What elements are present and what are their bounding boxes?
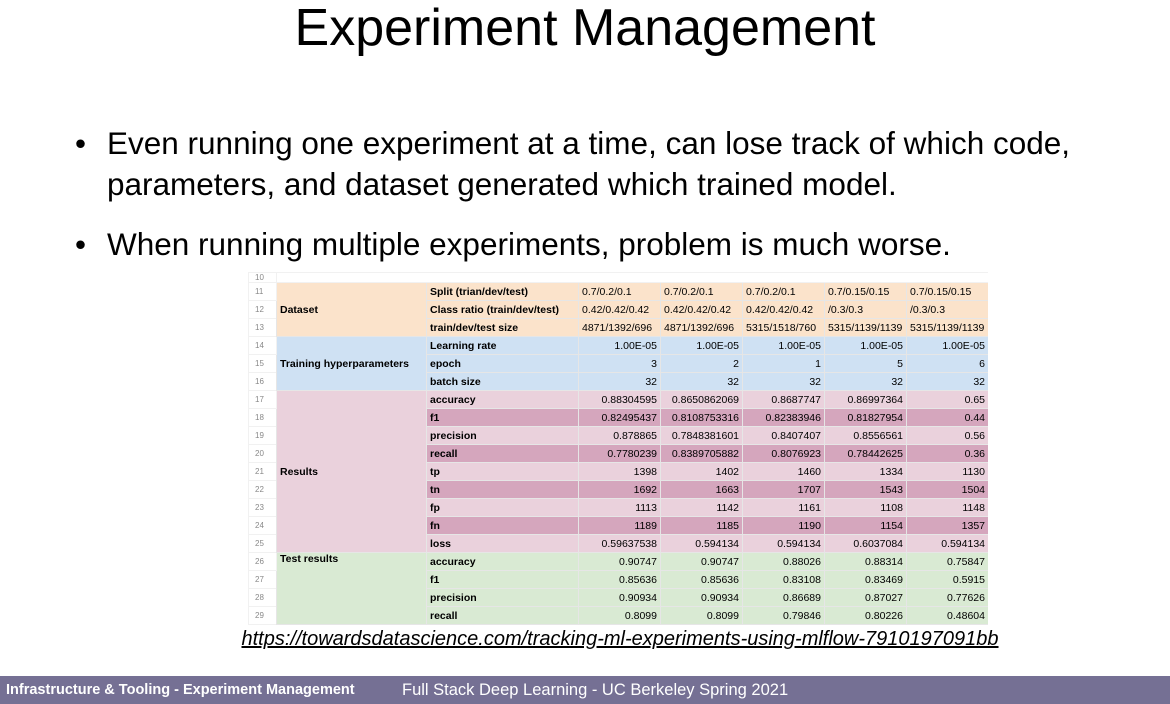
table-row xyxy=(249,391,989,409)
table-cell: 32 xyxy=(579,373,661,391)
row-number: 16 xyxy=(249,373,277,391)
table-cell: 1 xyxy=(743,355,825,373)
table-cell: 1.00E-05 xyxy=(825,337,907,355)
table-cell: 32 xyxy=(661,373,743,391)
metric-label: fn xyxy=(427,517,579,535)
table-cell: 1.00E-05 xyxy=(661,337,743,355)
table-cell: 5315/1139/1139 xyxy=(907,319,989,337)
table-cell: 0.8099 xyxy=(579,607,661,625)
table-cell: 0.44 xyxy=(907,409,989,427)
group-label: Test results xyxy=(277,553,427,625)
footer-bar xyxy=(0,676,1170,704)
table-cell: 0.88314 xyxy=(825,553,907,571)
table-cell: 1190 xyxy=(743,517,825,535)
row-number: 17 xyxy=(249,391,277,409)
table-cell: 32 xyxy=(743,373,825,391)
table-cell: 1357 xyxy=(907,517,989,535)
table-cell: 0.8650862069 xyxy=(661,391,743,409)
table-cell: 1334 xyxy=(825,463,907,481)
row-number: 23 xyxy=(249,499,277,517)
table-cell: 0.56 xyxy=(907,427,989,445)
table-cell: 0.7/0.2/0.1 xyxy=(579,283,661,301)
metric-label: train/dev/test size xyxy=(427,319,579,337)
table-cell: 0.7/0.2/0.1 xyxy=(661,283,743,301)
experiment-spreadsheet xyxy=(248,272,988,625)
row-number: 18 xyxy=(249,409,277,427)
table-cell: 5315/1518/760 xyxy=(743,319,825,337)
table-cell: 0.36 xyxy=(907,445,989,463)
row-number: 21 xyxy=(249,463,277,481)
table-cell: 0.80226 xyxy=(825,607,907,625)
metric-label: batch size xyxy=(427,373,579,391)
table-row xyxy=(249,553,989,571)
table-cell: 1113 xyxy=(579,499,661,517)
metric-label: f1 xyxy=(427,409,579,427)
table-row xyxy=(249,337,989,355)
table-cell: 0.7848381601 xyxy=(661,427,743,445)
source-link[interactable]: https://towardsdatascience.com/tracking-ml-experiments-using-mlflow-7910197091bb xyxy=(241,628,999,650)
table-cell: 1.00E-05 xyxy=(907,337,989,355)
table-cell: 0.7780239 xyxy=(579,445,661,463)
metric-label: f1 xyxy=(427,571,579,589)
row-number: 20 xyxy=(249,445,277,463)
table-cell: 6 xyxy=(907,355,989,373)
table-cell: 32 xyxy=(907,373,989,391)
table-cell: 0.83108 xyxy=(743,571,825,589)
table-cell: 0.90934 xyxy=(661,589,743,607)
table-cell: 1.00E-05 xyxy=(743,337,825,355)
table-cell: 0.82383946 xyxy=(743,409,825,427)
table-row-partial xyxy=(249,273,989,283)
table-cell xyxy=(579,625,661,626)
table-cell: 0.5915 xyxy=(907,571,989,589)
row-number: 27 xyxy=(249,571,277,589)
table-cell: 0.87027 xyxy=(825,589,907,607)
table-cell: 4871/1392/696 xyxy=(661,319,743,337)
table-cell: /0.3/0.3 xyxy=(825,301,907,319)
table-cell: 5 xyxy=(825,355,907,373)
table-cell: 0.8407407 xyxy=(743,427,825,445)
table-cell: 0.85636 xyxy=(661,571,743,589)
table-cell: 0.88026 xyxy=(743,553,825,571)
table-cell: 1504 xyxy=(907,481,989,499)
metric-label: recall xyxy=(427,445,579,463)
row-number: 26 xyxy=(249,553,277,571)
table-cell: 0.594134 xyxy=(743,535,825,553)
footer-course-title: Full Stack Deep Learning - UC Berkeley Spring 2021 xyxy=(402,681,789,699)
table-cell xyxy=(907,625,989,626)
table-cell: 1.00E-05 xyxy=(579,337,661,355)
group-label: Training hyperparameters xyxy=(277,337,427,391)
table-cell: 1663 xyxy=(661,481,743,499)
table-cell: 0.81827954 xyxy=(825,409,907,427)
table-cell: 0.878865 xyxy=(579,427,661,445)
table-cell: /0.3/0.3 xyxy=(907,301,989,319)
table-cell: 0.8076923 xyxy=(743,445,825,463)
metric-label: loss xyxy=(427,535,579,553)
metric-label: accuracy xyxy=(427,391,579,409)
table-cell: 1543 xyxy=(825,481,907,499)
experiment-table xyxy=(248,272,988,625)
table-cell: 0.8556561 xyxy=(825,427,907,445)
metric-label: tp xyxy=(427,463,579,481)
table-cell: 0.88304595 xyxy=(579,391,661,409)
table-cell: 0.79846 xyxy=(743,607,825,625)
table-cell: 1460 xyxy=(743,463,825,481)
bullet-text: Even running one experiment at a time, can lose track of which code, parameters, and dataset generated which trained model. xyxy=(107,125,1071,202)
metric-label: epoch xyxy=(427,355,579,373)
table-cell: 0.42/0.42/0.42 xyxy=(661,301,743,319)
table-cell: 0.65 xyxy=(907,391,989,409)
table-cell: 32 xyxy=(825,373,907,391)
row-number: 10 xyxy=(249,273,277,283)
table-cell: 0.75847 xyxy=(907,553,989,571)
row-number: 22 xyxy=(249,481,277,499)
bullet-item xyxy=(75,123,1147,205)
table-cell: 0.8099 xyxy=(661,607,743,625)
metric-label: accuracy xyxy=(427,553,579,571)
table-cell: 0.85636 xyxy=(579,571,661,589)
table-cell: 0.48604 xyxy=(907,607,989,625)
row-number: 29 xyxy=(249,607,277,625)
table-cell: 0.82495437 xyxy=(579,409,661,427)
slide-title: Experiment Management xyxy=(294,0,876,57)
table-cell: 0.86689 xyxy=(743,589,825,607)
table-cell: 3 xyxy=(579,355,661,373)
table-cell: 0.8687747 xyxy=(743,391,825,409)
footer-section-title: Infrastructure & Tooling - Experiment Management xyxy=(6,682,355,698)
table-cell: 0.7/0.15/0.15 xyxy=(907,283,989,301)
metric-label: precision xyxy=(427,427,579,445)
table-cell: 1161 xyxy=(743,499,825,517)
table-cell: 2 xyxy=(661,355,743,373)
table-cell: 0.8389705882 xyxy=(661,445,743,463)
row-number: 14 xyxy=(249,337,277,355)
row-number: 15 xyxy=(249,355,277,373)
table-cell: 0.594134 xyxy=(907,535,989,553)
table-cell: 1142 xyxy=(661,499,743,517)
metric-label: Class ratio (train/dev/test) xyxy=(427,301,579,319)
table-row xyxy=(249,283,989,301)
table-cell: 1154 xyxy=(825,517,907,535)
row-number: 28 xyxy=(249,589,277,607)
table-cell: 1398 xyxy=(579,463,661,481)
table-cell: 0.8108753316 xyxy=(661,409,743,427)
table-cell xyxy=(825,625,907,626)
table-cell: 4871/1392/696 xyxy=(579,319,661,337)
table-cell: 1189 xyxy=(579,517,661,535)
metric-label: Split (trian/dev/test) xyxy=(427,283,579,301)
table-cell: 0.86997364 xyxy=(825,391,907,409)
table-cell: 0.6037084 xyxy=(825,535,907,553)
metric-label: precision xyxy=(427,589,579,607)
group-label: Results xyxy=(277,391,427,553)
table-cell: 0.90747 xyxy=(661,553,743,571)
row-number: 24 xyxy=(249,517,277,535)
table-cell: 0.59637538 xyxy=(579,535,661,553)
table-cell: 0.7/0.2/0.1 xyxy=(743,283,825,301)
table-cell: 0.78442625 xyxy=(825,445,907,463)
table-cell: 1148 xyxy=(907,499,989,517)
table-cell: 0.7/0.15/0.15 xyxy=(825,283,907,301)
row-number: 19 xyxy=(249,427,277,445)
table-cell: 1108 xyxy=(825,499,907,517)
bullet-dot-icon: • xyxy=(75,226,87,262)
metric-label: tn xyxy=(427,481,579,499)
table-row xyxy=(249,625,989,626)
table-cell: 1692 xyxy=(579,481,661,499)
table-cell xyxy=(743,625,825,626)
table-cell: 1707 xyxy=(743,481,825,499)
table-cell: 0.42/0.42/0.42 xyxy=(743,301,825,319)
group-label: Dataset xyxy=(277,283,427,337)
row-number: 25 xyxy=(249,535,277,553)
table-cell: 1185 xyxy=(661,517,743,535)
row-number: 13 xyxy=(249,319,277,337)
table-cell: 0.42/0.42/0.42 xyxy=(579,301,661,319)
row-number: 11 xyxy=(249,283,277,301)
table-cell: 1402 xyxy=(661,463,743,481)
bullet-text: When running multiple experiments, problem is much worse. xyxy=(107,226,951,262)
bullet-dot-icon: • xyxy=(75,125,87,161)
table-cell: 1130 xyxy=(907,463,989,481)
metric-label xyxy=(427,625,579,626)
bullet-item xyxy=(75,224,1147,265)
table-cell: 0.83469 xyxy=(825,571,907,589)
metric-label: recall xyxy=(427,607,579,625)
table-cell xyxy=(661,625,743,626)
table-cell: 0.90747 xyxy=(579,553,661,571)
table-cell: 0.90934 xyxy=(579,589,661,607)
table-cell: 5315/1139/1139 xyxy=(825,319,907,337)
row-number xyxy=(249,625,277,626)
table-cell: 0.594134 xyxy=(661,535,743,553)
row-number: 12 xyxy=(249,301,277,319)
metric-label: Learning rate xyxy=(427,337,579,355)
table-cell: 0.77626 xyxy=(907,589,989,607)
metric-label: fp xyxy=(427,499,579,517)
